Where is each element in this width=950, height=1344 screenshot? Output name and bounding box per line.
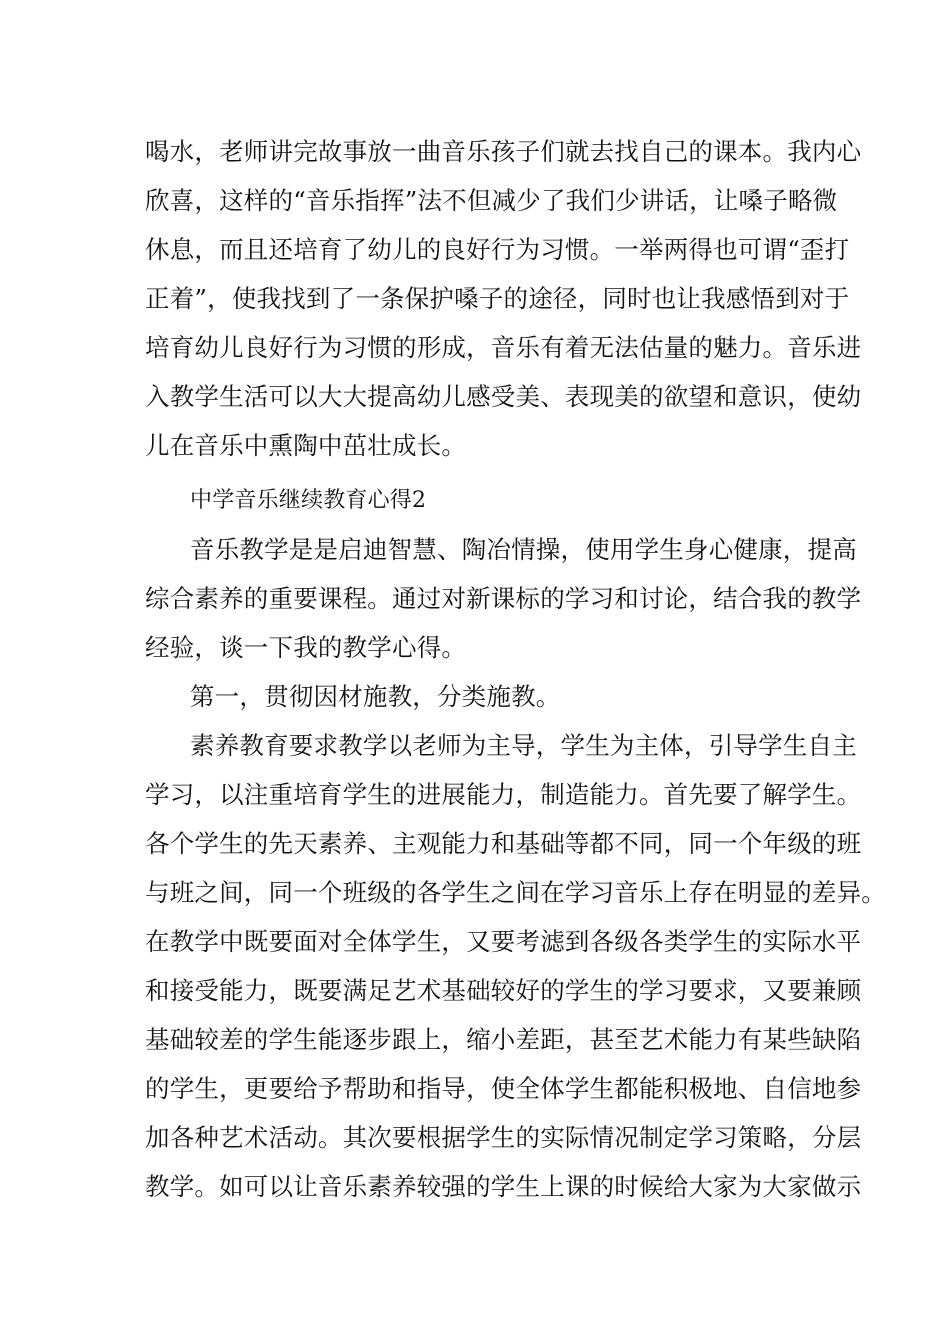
body-line: 加各种艺术活动。其次要根据学生的实际情况制定学习策略，分层	[145, 1123, 862, 1152]
body-line: 音乐教学是是启迪智慧、陶冶情操，使用学生身心健康，提高	[190, 535, 857, 564]
body-line: 儿在音乐中熏陶中茁壮成长。	[145, 431, 467, 460]
body-line: 基础较差的学生能逐步跟上，缩小差距，甚至艺术能力有某些缺陷	[145, 1025, 862, 1054]
body-line: 在教学中既要面对全体学生，又要考滤到各级各类学生的实际水平	[145, 927, 862, 956]
body-line: 和接受能力，既要满足艺术基础较好的学生的学习要求，又要兼顾	[145, 976, 862, 1005]
body-line: 的学生，更要给予帮助和指导，使全体学生都能积极地、自信地参	[145, 1074, 862, 1103]
body-line: 入教学生活可以大大提高幼儿感受美、表现美的欲望和意识，使幼	[145, 382, 862, 411]
body-line: 综合素养的重要课程。通过对新课标的学习和讨论，结合我的教学	[145, 584, 862, 613]
body-line: 喝水，老师讲完故事放一曲音乐孩子们就去找自己的课本。我内心	[145, 137, 862, 166]
body-line: 学习，以注重培育学生的进展能力，制造能力。首先要了解学生。	[145, 780, 862, 809]
body-line: 正着”，使我找到了一条保护嗓子的途径，同时也让我感悟到对于	[145, 284, 850, 313]
body-line: 教学。如可以让音乐素养较强的学生上课的时候给大家为大家做示	[145, 1172, 862, 1201]
body-line: 经验，谈一下我的教学心得。	[145, 633, 467, 662]
body-line: 各个学生的先天素养、主观能力和基础等都不同，同一个年级的班	[145, 829, 862, 858]
body-line: 培育幼儿良好行为习惯的形成，音乐有着无法估量的魅力。音乐进	[145, 333, 862, 362]
body-line: 素养教育要求教学以老师为主导，学生为主体，引导学生自主	[190, 731, 857, 760]
body-line: 休息，而且还培育了幼儿的良好行为习惯。一举两得也可谓“歪打	[145, 235, 850, 264]
body-line: 与班之间，同一个班级的各学生之间在学习音乐上存在明显的差异。	[145, 878, 886, 907]
section-heading: 中学音乐继续教育心得2	[190, 488, 427, 513]
subheading-line: 第一，贯彻因材施教，分类施教。	[190, 682, 561, 711]
body-line: 欣喜，这样的“音乐指挥”法不但减少了我们少讲话，让嗓子略微	[145, 186, 838, 215]
